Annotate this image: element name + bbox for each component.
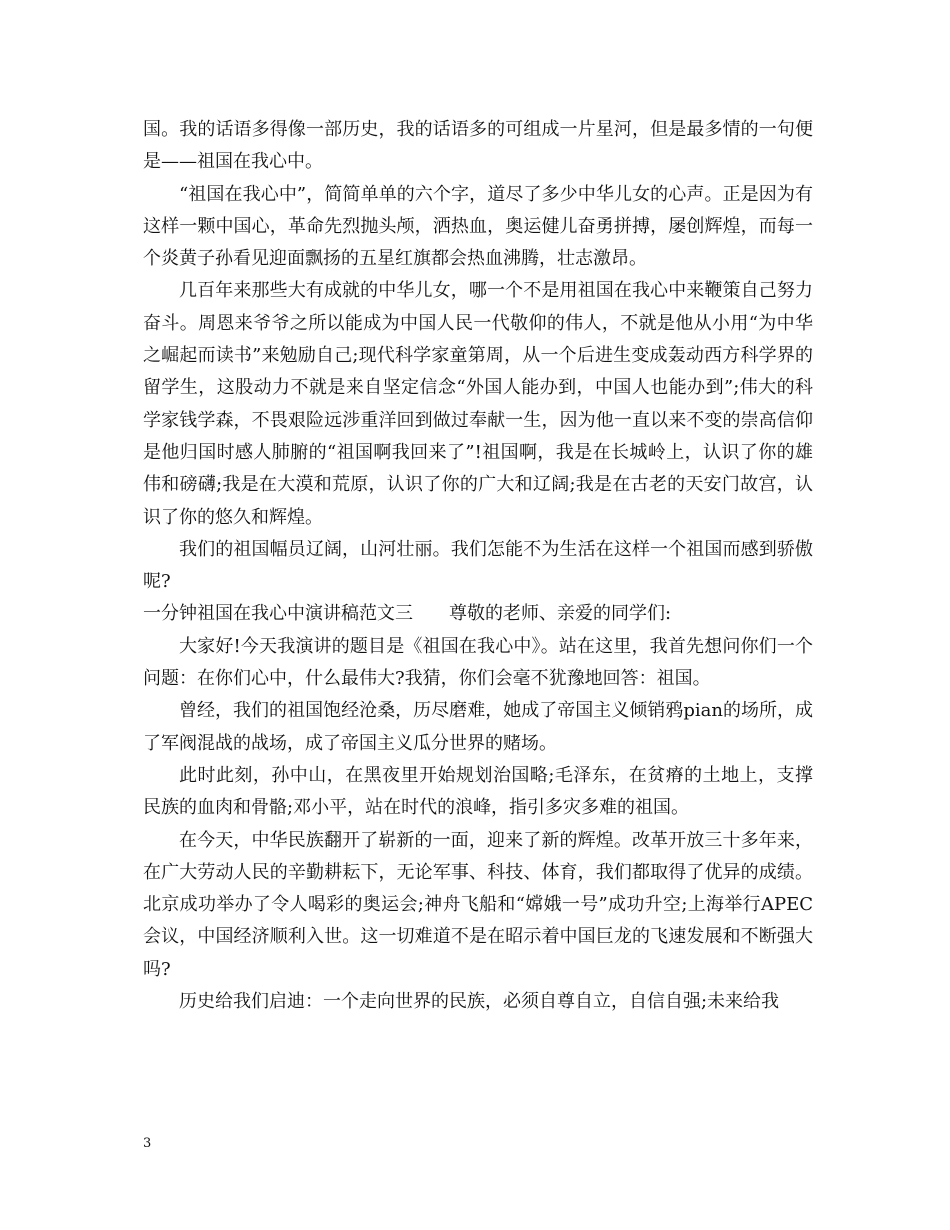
paragraph-continuation: 国。我的话语多得像一部历史，我的话语多的可组成一片星河，但是最多情的一句便是——祖国在我心中。	[143, 119, 813, 173]
paragraph: 大家好!今天我演讲的题目是《祖国在我心中》。站在这里，我首先想问你们一个问题：在你们心中，什么最伟大?我猜，你们会毫不犹豫地回答：祖国。	[143, 635, 813, 690]
paragraph: 曾经，我们的祖国饱经沧桑，历尽磨难，她成了帝国主义倾销鸦pian的场所，成了军阀混战的战场，成了帝国主义瓜分世界的赌场。	[143, 700, 813, 754]
paragraph: “祖国在我心中”，简简单单的六个字，道尽了多少中华儿女的心声。正是因为有这样一颗中国心，革命先烈抛头颅，洒热血，奥运健儿奋勇拼搏，屡创辉煌，而每一个炎黄子孙看见迎面飘扬的五星红旗都会热血沸腾，壮志激昂。	[143, 183, 813, 270]
section-heading-line: 一分钟祖国在我心中演讲稿范文三 尊敬的老师、亲爱的同学们:	[143, 603, 672, 625]
document-body	[143, 114, 813, 1018]
paragraph: 历史给我们启迪：一个走向世界的民族，必须自尊自立，自信自强;未来给我	[179, 991, 780, 1013]
page-number: 3	[143, 1136, 152, 1151]
paragraph: 几百年来那些大有成就的中华儿女，哪一个不是用祖国在我心中来鞭策自己努力奋斗。周恩来爷爷之所以能成为中国人民一代敬仰的伟人，不就是他从小用“为中华之崛起而读书”来勉励自己;现代科学家童第周，从一个后进生变成轰动西方科学界的留学生，这股动力不就是来自坚定信念“外国人能办到，中国人也能办到”;伟大的科学家钱学森，不畏艰险远涉重洋回到做过奉献一生，因为他一直以来不变的崇高信仰是他归国时感人肺腑的“祖国啊我回来了”!祖国啊，我是在长城岭上，认识了你的雄伟和磅礴;我是在大漠和荒原，认识了你的广大和辽阔;我是在古老的天安门故宫，认识了你的悠久和辉煌。	[143, 280, 813, 528]
paragraph: 此时此刻，孙中山，在黑夜里开始规划治国略;毛泽东，在贫瘠的土地上，支撑民族的血肉和骨骼;邓小平，站在时代的浪峰，指引多灾多难的祖国。	[143, 764, 813, 819]
paragraph: 我们的祖国幅员辽阔，山河壮丽。我们怎能不为生活在这样一个祖国而感到骄傲呢?	[143, 538, 813, 593]
paragraph: 在今天，中华民族翻开了崭新的一面，迎来了新的辉煌。改革开放三十多年来，在广大劳动人民的辛勤耕耘下，无论军事、科技、体育，我们都取得了优异的成绩。北京成功举办了令人喝彩的奥运会;神舟飞船和“嫦娥一号”成功升空;上海举行APEC会议，中国经济顺利入世。这一切难道不是在昭示着中国巨龙的飞速发展和不断强大吗?	[143, 829, 813, 980]
